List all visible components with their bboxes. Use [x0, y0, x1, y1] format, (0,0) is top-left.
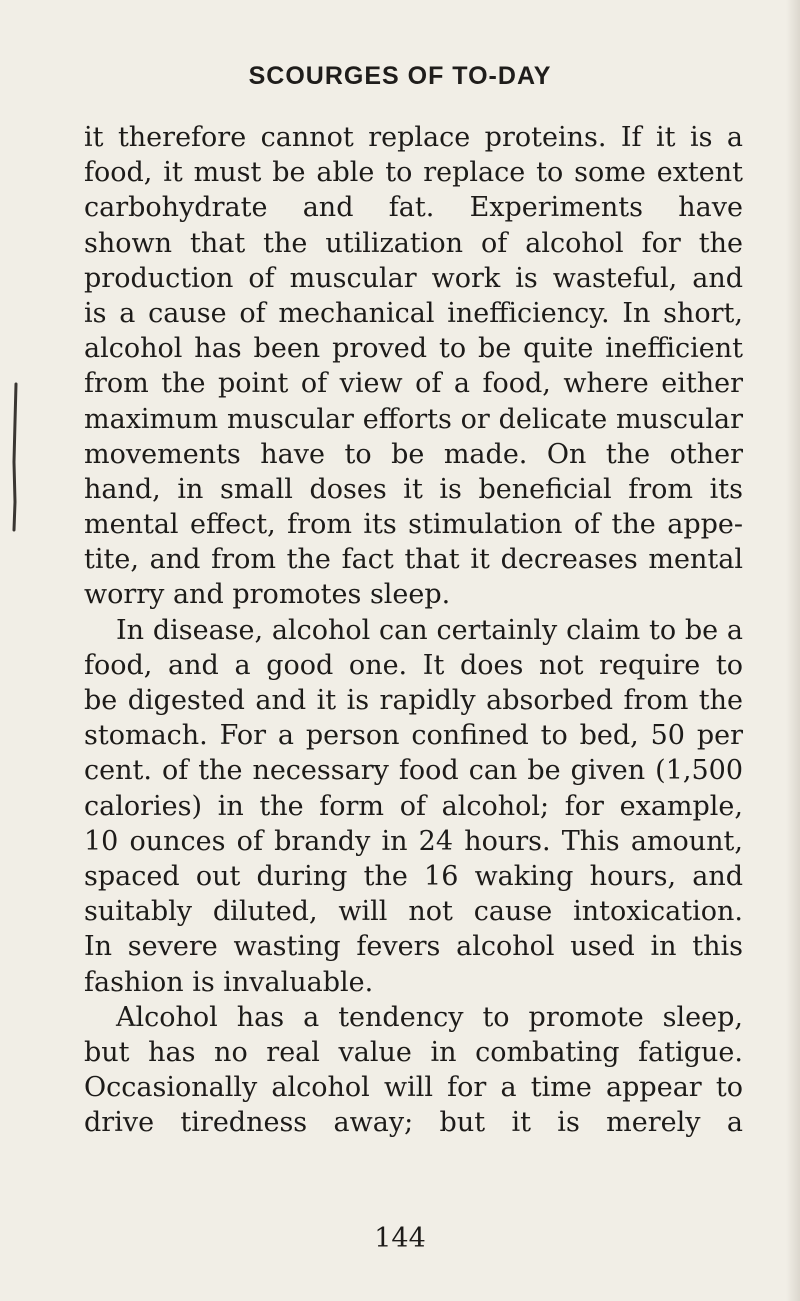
text-line-3: carbohydrate and fat. Experiments have — [84, 192, 743, 224]
body-text — [84, 120, 743, 1140]
text-line-27: but has no real value in combating fatigue. — [84, 1036, 743, 1068]
text-line-13: tite, and from the fact that it decreases mental — [84, 544, 743, 576]
text-line-25: fashion is invaluable. — [84, 966, 374, 998]
text-line-4: shown that the utilization of alcohol for the — [84, 227, 743, 259]
text-line-11: hand, in small doses it is beneficial from its — [84, 473, 743, 505]
text-line-10: movements have to be made. On the other — [84, 438, 743, 470]
page-edge-shadow — [786, 0, 800, 1301]
text-line-7: alcohol has been proved to be quite inefficient — [84, 333, 743, 365]
text-line-19: cent. of the necessary food can be given (1,500 — [84, 755, 743, 787]
text-line-28: Occasionally alcohol will for a time appear to — [84, 1072, 743, 1104]
text-line-21: 10 ounces of brandy in 24 hours. This amount, — [84, 825, 743, 857]
text-line-20: calories) in the form of alcohol; for example, — [84, 790, 743, 822]
text-line-8: from the point of view of a food, where either — [84, 368, 743, 400]
text-line-1: it therefore cannot replace proteins. If it is a — [84, 122, 743, 153]
text-line-29: drive tiredness away; but it is merely a — [84, 1107, 743, 1139]
text-line-6: is a cause of mechanical inefficiency. In short, — [84, 297, 743, 329]
running-head: SCOURGES OF TO-DAY — [248, 62, 552, 90]
text-line-17: be digested and it is rapidly absorbed from the — [84, 685, 743, 716]
text-line-16: food, and a good one. It does not require to — [84, 649, 743, 681]
text-line-18: stomach. For a person confined to bed, 50 per — [84, 720, 743, 752]
text-line-5: production of muscular work is wasteful, and — [84, 262, 743, 294]
page-number: 144 — [374, 1223, 426, 1254]
text-line-12: mental effect, from its stimulation of the appe- — [84, 509, 743, 541]
text-line-22: spaced out during the 16 waking hours, and — [84, 860, 743, 892]
text-line-15: In disease, alcohol can certainly claim to be a — [116, 614, 743, 646]
margin-pencil-mark — [10, 382, 20, 532]
text-line-23: suitably diluted, will not cause intoxication. — [84, 896, 743, 928]
text-line-9: maximum muscular efforts or delicate muscular — [84, 403, 743, 435]
text-line-26: Alcohol has a tendency to promote sleep, — [116, 1001, 743, 1033]
text-line-14: worry and promotes sleep. — [84, 579, 451, 611]
text-line-2: food, it must be able to replace to some extent — [84, 157, 743, 189]
text-line-24: In severe wasting fevers alcohol used in this — [84, 931, 743, 963]
